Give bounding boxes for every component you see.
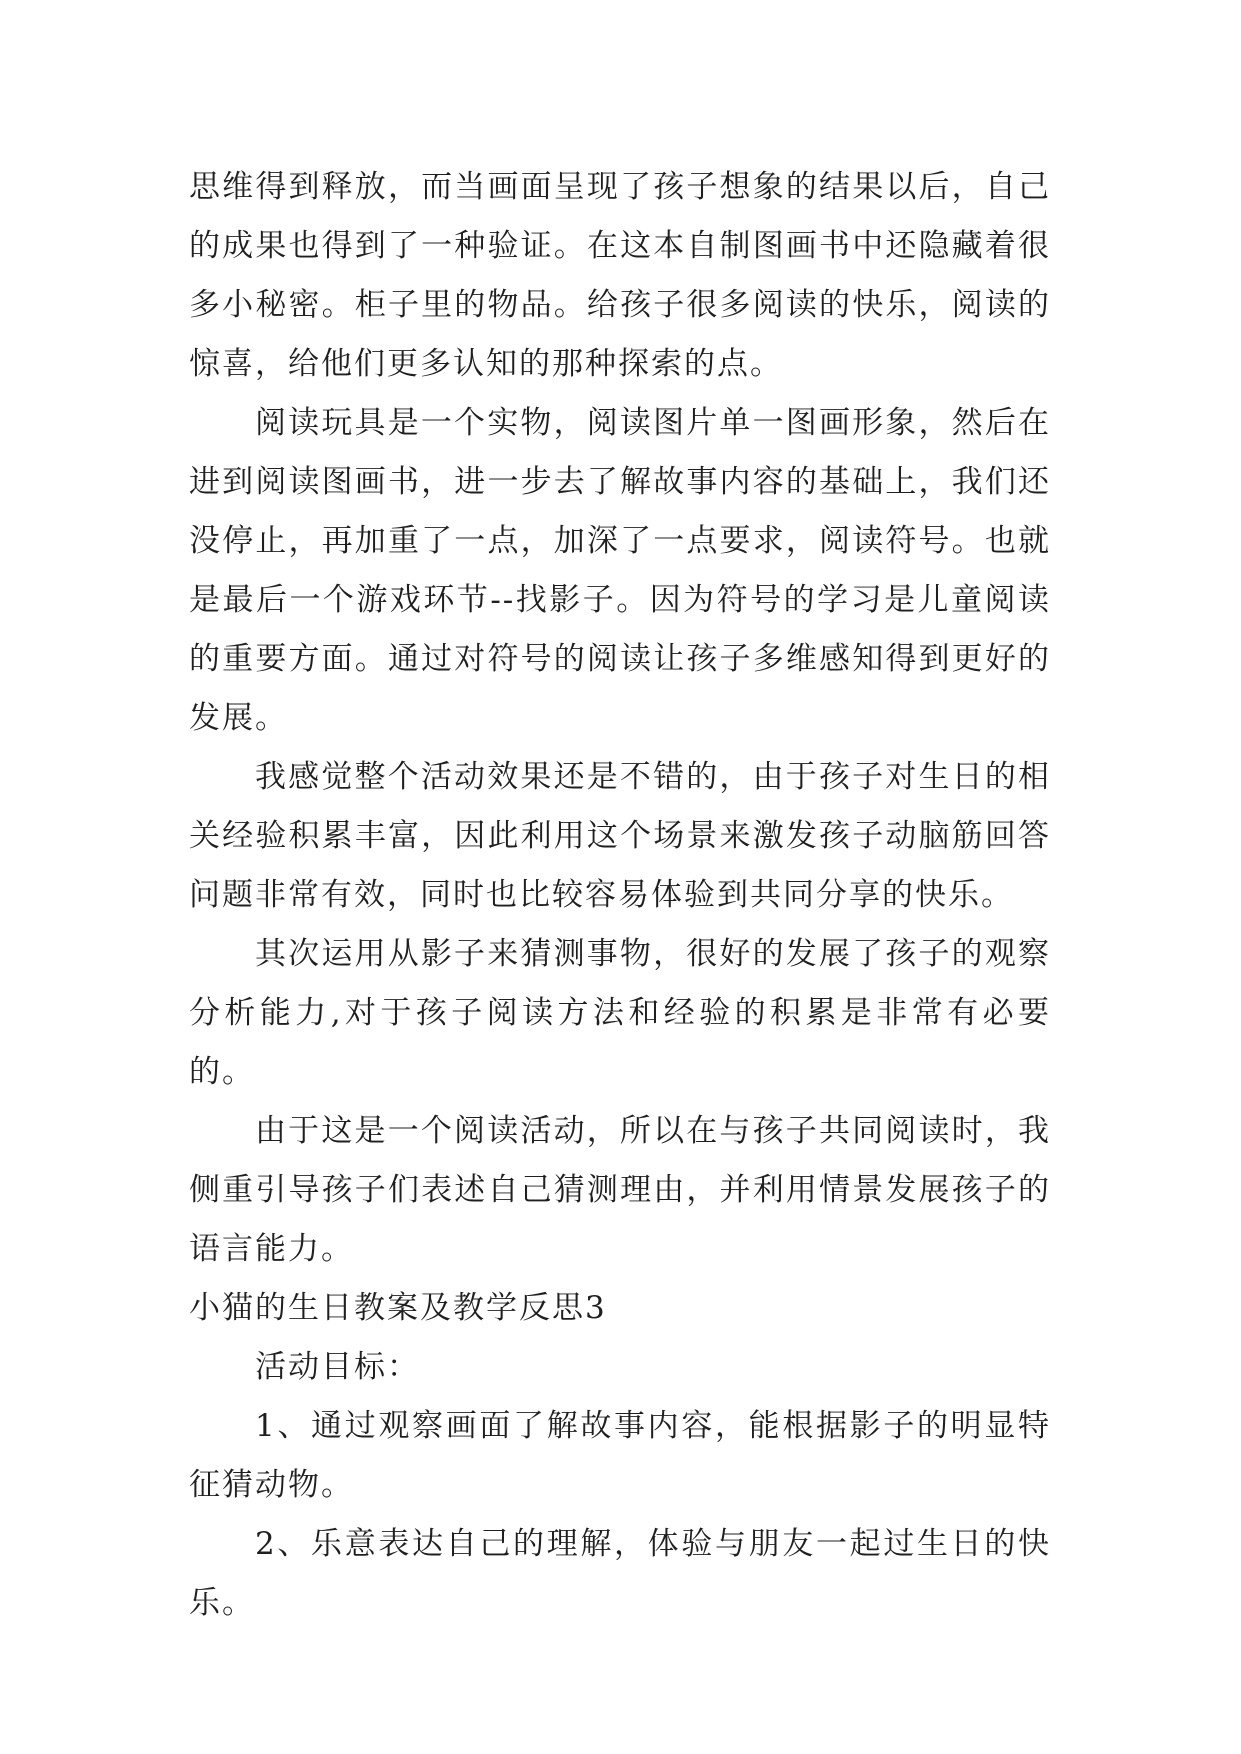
paragraph: 其次运用从影子来猜测事物，很好的发展了孩子的观察分析能力,对于孩子阅读方法和经验的积累是非常有必要的。 — [189, 936, 1051, 1090]
goals-label: 活动目标： — [255, 1349, 420, 1385]
document-body — [189, 158, 1051, 1633]
paragraph: 思维得到释放，而当画面呈现了孩子想象的结果以后，自己的成果也得到了一种验证。在这本自制图画书中还隐藏着很多小秘密。柜子里的物品。给孩子很多阅读的快乐，阅读的惊喜，给他们更多认知的那种探索的点。 — [189, 169, 1051, 382]
goal-item: 2、乐意表达自己的理解，体验与朋友一起过生日的快乐。 — [189, 1526, 1051, 1621]
goal-item: 1、通过观察画面了解故事内容，能根据影子的明显特征猜动物。 — [189, 1408, 1051, 1503]
section-title: 小猫的生日教案及教学反思3 — [189, 1290, 607, 1326]
paragraph: 阅读玩具是一个实物，阅读图片单一图画形象，然后在进到阅读图画书，进一步去了解故事内容的基础上，我们还没停止，再加重了一点，加深了一点要求，阅读符号。也就是最后一个游戏环节--找影子。因为符号的学习是儿童阅读的重要方面。通过对符号的阅读让孩子多维感知得到更好的发展。 — [189, 405, 1051, 736]
paragraph: 我感觉整个活动效果还是不错的，由于孩子对生日的相关经验积累丰富，因此利用这个场景来激发孩子动脑筋回答问题非常有效，同时也比较容易体验到共同分享的快乐。 — [189, 759, 1051, 913]
paragraph: 由于这是一个阅读活动，所以在与孩子共同阅读时，我侧重引导孩子们表述自己猜测理由，并利用情景发展孩子的语言能力。 — [189, 1113, 1051, 1267]
